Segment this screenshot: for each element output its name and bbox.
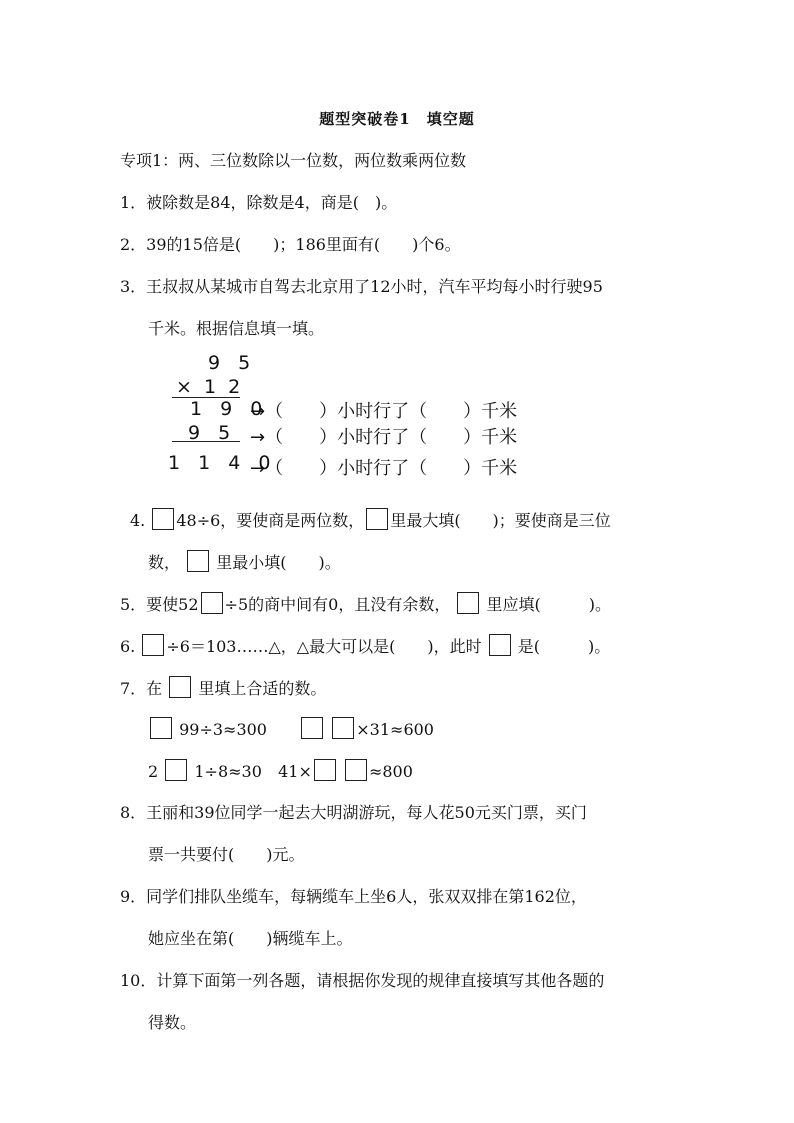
answer-box[interactable]: [152, 508, 174, 530]
answer-box[interactable]: [457, 592, 479, 614]
calc-partial-2: 9 5: [188, 422, 237, 444]
answer-box[interactable]: [150, 717, 172, 739]
question-5: [120, 592, 611, 615]
estimate-4-prefix: 41×: [278, 762, 312, 781]
question-8-line2: 票一共要付( )元。: [148, 845, 305, 864]
question-4-text-d: 里最小填( )。: [216, 553, 341, 572]
answer-box[interactable]: [314, 759, 336, 781]
calc-row-1: →（ ）小时行了（ ）千米: [250, 401, 518, 422]
estimate-3: 1÷8≈30: [194, 762, 262, 781]
answer-box[interactable]: [301, 717, 323, 739]
answer-box[interactable]: [187, 550, 209, 572]
question-4-text-a: 48÷6，要使商是两位数，: [176, 511, 365, 530]
question-1: 1．被除数是84，除数是4，商是( )。: [120, 193, 398, 212]
question-7: [120, 676, 326, 699]
answer-box[interactable]: [142, 634, 164, 656]
calc-rule-2: [172, 441, 240, 442]
question-7-row-1: [148, 717, 434, 739]
question-4-line1: [130, 508, 611, 531]
question-3-line2: 千米。根据信息填一填。: [148, 319, 325, 338]
question-9-line2: 她应坐在第( )辆缆车上。: [148, 929, 353, 948]
question-3-line1: 3．王叔叔从某城市自驾去北京用了12小时，汽车平均每小时行驶95: [120, 277, 603, 296]
question-7-text-b: 里填上合适的数。: [198, 679, 327, 698]
question-6-text-b: ÷6＝103……△，△最大可以是( )，此时: [166, 637, 482, 656]
answer-box[interactable]: [165, 759, 187, 781]
question-5-text-c: 里应填( )。: [486, 595, 612, 614]
answer-box[interactable]: [366, 508, 388, 530]
estimate-4: ≈800: [368, 762, 413, 781]
section-heading: 专项1：两、三位数除以一位数，两位数乘两位数: [120, 151, 467, 170]
question-4-number: 4.: [130, 511, 146, 530]
answer-box[interactable]: [332, 717, 354, 739]
question-4-text-c: 数，: [148, 553, 181, 572]
question-7-text-a: 7．在: [120, 679, 163, 698]
estimate-1: 99÷3≈300: [179, 720, 267, 739]
question-4-line2: [148, 550, 341, 573]
calc-product: 1 1 4 0: [168, 452, 277, 474]
question-8-line1: 8．王丽和39位同学一起去大明湖游玩，每人花50元买门票，买门: [120, 803, 587, 822]
answer-box[interactable]: [169, 676, 191, 698]
question-5-text-b: ÷5的商中间有0，且没有余数，: [224, 595, 451, 614]
question-6: [120, 634, 610, 657]
question-7-row-2: [148, 759, 413, 781]
calc-partial-1: 1 9 0: [190, 398, 269, 420]
page-title: 题型突破卷1 填空题: [319, 110, 475, 128]
question-10-line1: 10．计算下面第一列各题，请根据你发现的规律直接填写其他各题的: [120, 971, 605, 990]
calc-multiplicand: 9 5: [208, 352, 257, 374]
estimate-2: ×31≈600: [356, 720, 434, 739]
answer-box[interactable]: [201, 592, 223, 614]
calc-multiplier: × 1 2: [176, 376, 244, 398]
question-5-text-a: 5．要使52: [120, 595, 199, 614]
question-10-line2: 得数。: [148, 1013, 197, 1032]
question-2: 2．39的15倍是( )；186里面有( )个6。: [120, 235, 461, 254]
calc-row-2: →（ ）小时行了（ ）千米: [250, 427, 518, 448]
question-6-number: 6.: [120, 637, 136, 656]
answer-box[interactable]: [345, 759, 367, 781]
question-9-line1: 9．同学们排队坐缆车，每辆缆车上坐6人，张双双排在第162位，: [120, 887, 587, 906]
calc-row-3: →（ ）小时行了（ ）千米: [250, 458, 518, 479]
estimate-3-prefix: 2: [148, 762, 159, 781]
question-4-text-b: 里最大填( )；要使商是三位: [390, 511, 611, 530]
answer-box[interactable]: [489, 634, 511, 656]
question-6-text-c: 是( )。: [517, 637, 611, 656]
